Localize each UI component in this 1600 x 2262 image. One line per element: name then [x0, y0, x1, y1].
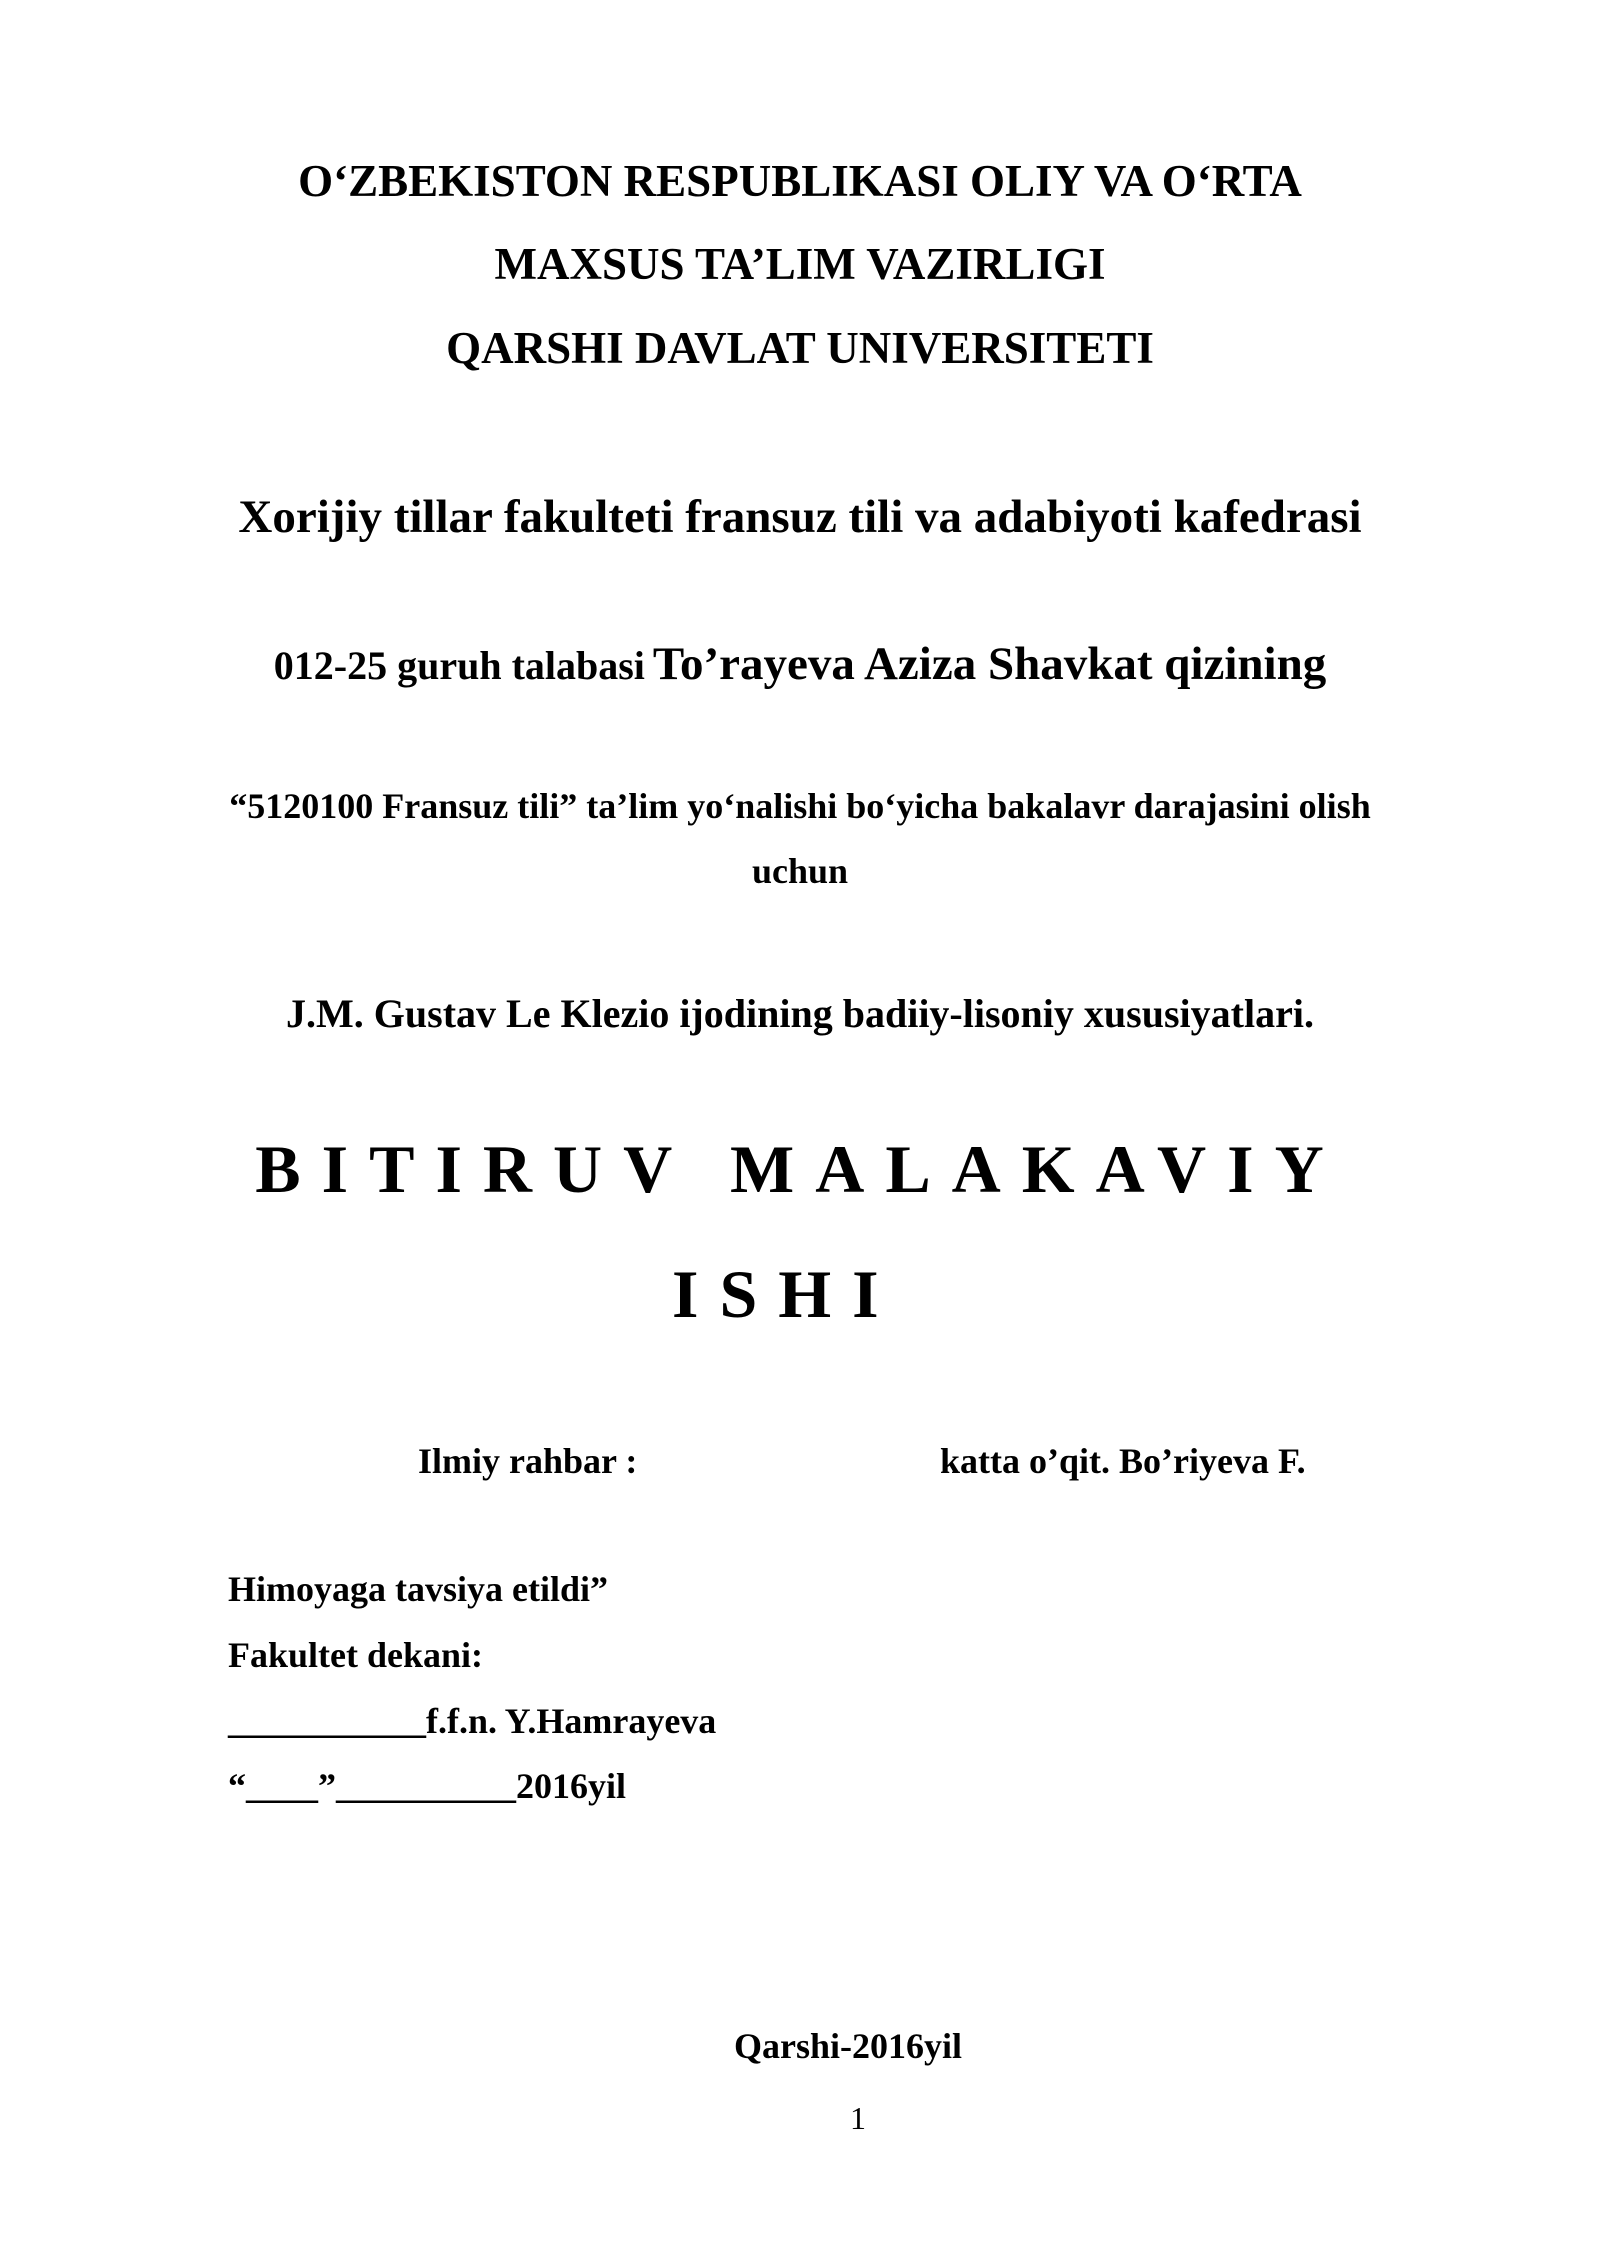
ministry-line-1: O‘ZBEKISTON RESPUBLIKASI OLIY VA O‘RTA [298, 156, 1302, 206]
work-title-line-1: BITIRUV MALAKAVIY [255, 1131, 1345, 1207]
student-group: 012-25 guruh talabasi [273, 643, 645, 688]
student-line [0, 637, 1600, 691]
student-name: To’rayeva Aziza Shavkat qizining [652, 638, 1327, 690]
thesis-topic: J.M. Gustav Le Klezio ijodining badiiy-lisoniy xususiyatlari. [286, 991, 1314, 1036]
supervisor-name: katta o’qit. Bo’riyeva F. [940, 1441, 1306, 1481]
faculty-department: Xorijiy tillar fakulteti fransuz tili va adabiyoti kafedrasi [238, 491, 1362, 543]
supervisor-label: Ilmiy rahbar : [418, 1441, 638, 1481]
ministry-line-2: MAXSUS TA’LIM VAZIRLIGI [494, 239, 1106, 289]
university-name: QARSHI DAVLAT UNIVERSITETI [446, 323, 1154, 373]
dean-label: Fakultet dekani: [228, 1635, 484, 1675]
place-year: Qarshi-2016yil [733, 2026, 962, 2066]
dean-signature-line: ___________f.f.n. Y.Hamrayeva [228, 1701, 717, 1741]
approval-date-line: “____”__________2016yil [228, 1766, 627, 1806]
direction-line-1: “5120100 Fransuz tili” ta’lim yo‘nalishi bo‘yicha bakalavr darajasini olish [229, 786, 1371, 826]
direction-line-2: uchun [751, 851, 849, 891]
work-title-line-2: ISHI [672, 1256, 900, 1332]
page-number: 1 [850, 2100, 866, 2136]
approval-recommendation: Himoyaga tavsiya etildi” [228, 1569, 608, 1609]
